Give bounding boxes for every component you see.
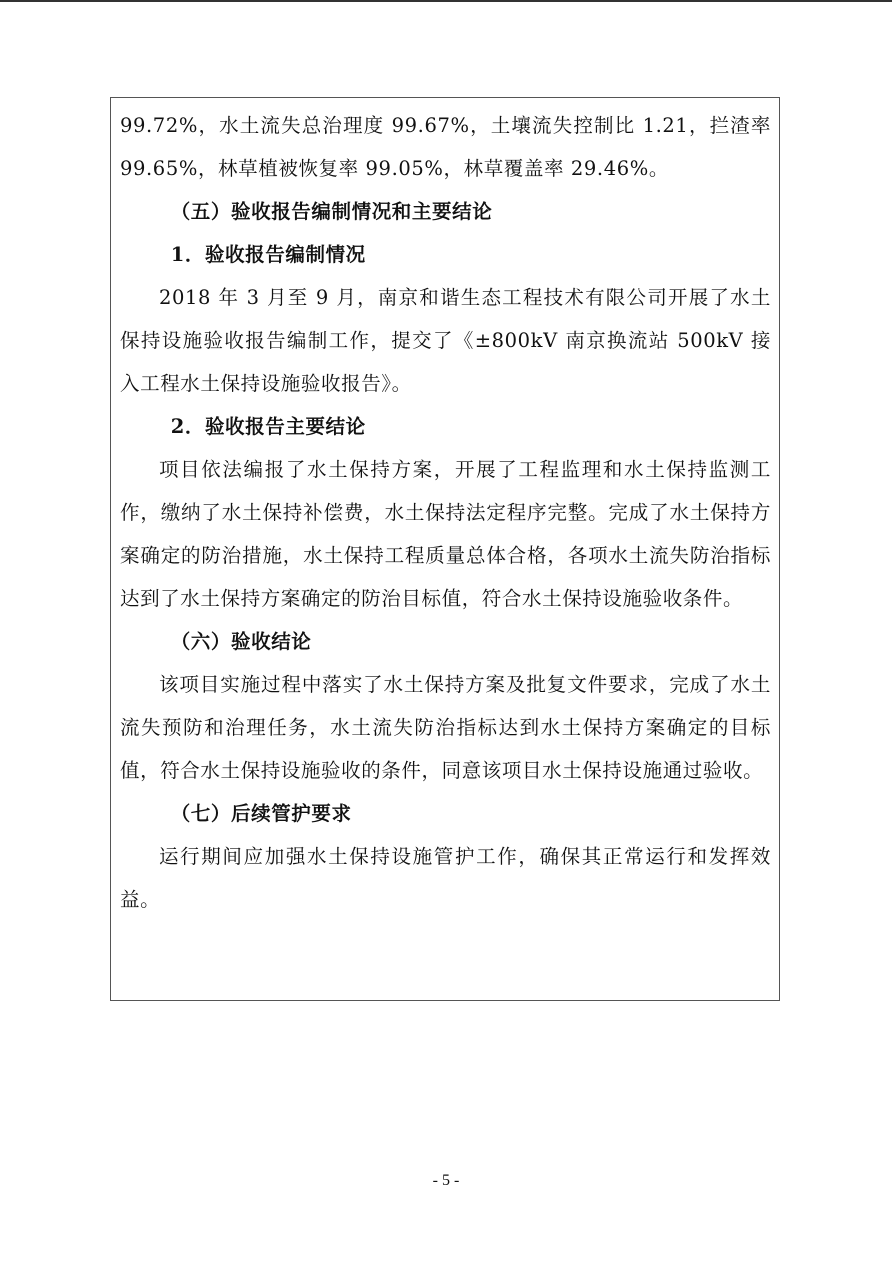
heading-section-seven: （七）后续管护要求 bbox=[170, 802, 352, 825]
document-content-box bbox=[110, 97, 780, 1001]
page-number: - 5 - bbox=[432, 1172, 460, 1189]
paragraph-maintenance-requirements: 运行期间应加强水土保持设施管护工作，确保其正常运行和发挥效益。 bbox=[120, 845, 771, 911]
heading-section-six: （六）验收结论 bbox=[170, 630, 312, 653]
subheading-report-preparation: 1．验收报告编制情况 bbox=[170, 243, 366, 266]
heading-section-five: （五）验收报告编制情况和主要结论 bbox=[170, 200, 493, 223]
paragraph-report-conclusions: 项目依法编报了水土保持方案，开展了工程监理和水土保持监测工作，缴纳了水土保持补偿费，水土保持法定程序完整。完成了水土保持方案确定的防治措施，水土保持工程质量总体合格，各项水土流失防治指标达到了水土保持方案确定的防治目标值，符合水土保持设施验收条件。 bbox=[120, 458, 771, 610]
paragraph-report-preparation: 2018 年 3 月至 9 月，南京和谐生态工程技术有限公司开展了水土保持设施验收报告编制工作，提交了《±800kV 南京换流站 500kV 接入工程水土保持设施验收报告》。 bbox=[120, 286, 771, 395]
paragraph-indicators-continued: 99.72%，水土流失总治理度 99.67%，土壤流失控制比 1.21，拦渣率 99.65%，林草植被恢复率 99.05%，林草覆盖率 29.46%。 bbox=[120, 114, 771, 180]
subheading-report-conclusions: 2．验收报告主要结论 bbox=[170, 415, 366, 438]
top-border-line bbox=[0, 0, 892, 2]
paragraph-acceptance-conclusion: 该项目实施过程中落实了水土保持方案及批复文件要求，完成了水土流失预防和治理任务，水土流失防治指标达到水土保持方案确定的目标值，符合水土保持设施验收的条件，同意该项目水土保持设施通过验收。 bbox=[120, 673, 771, 782]
